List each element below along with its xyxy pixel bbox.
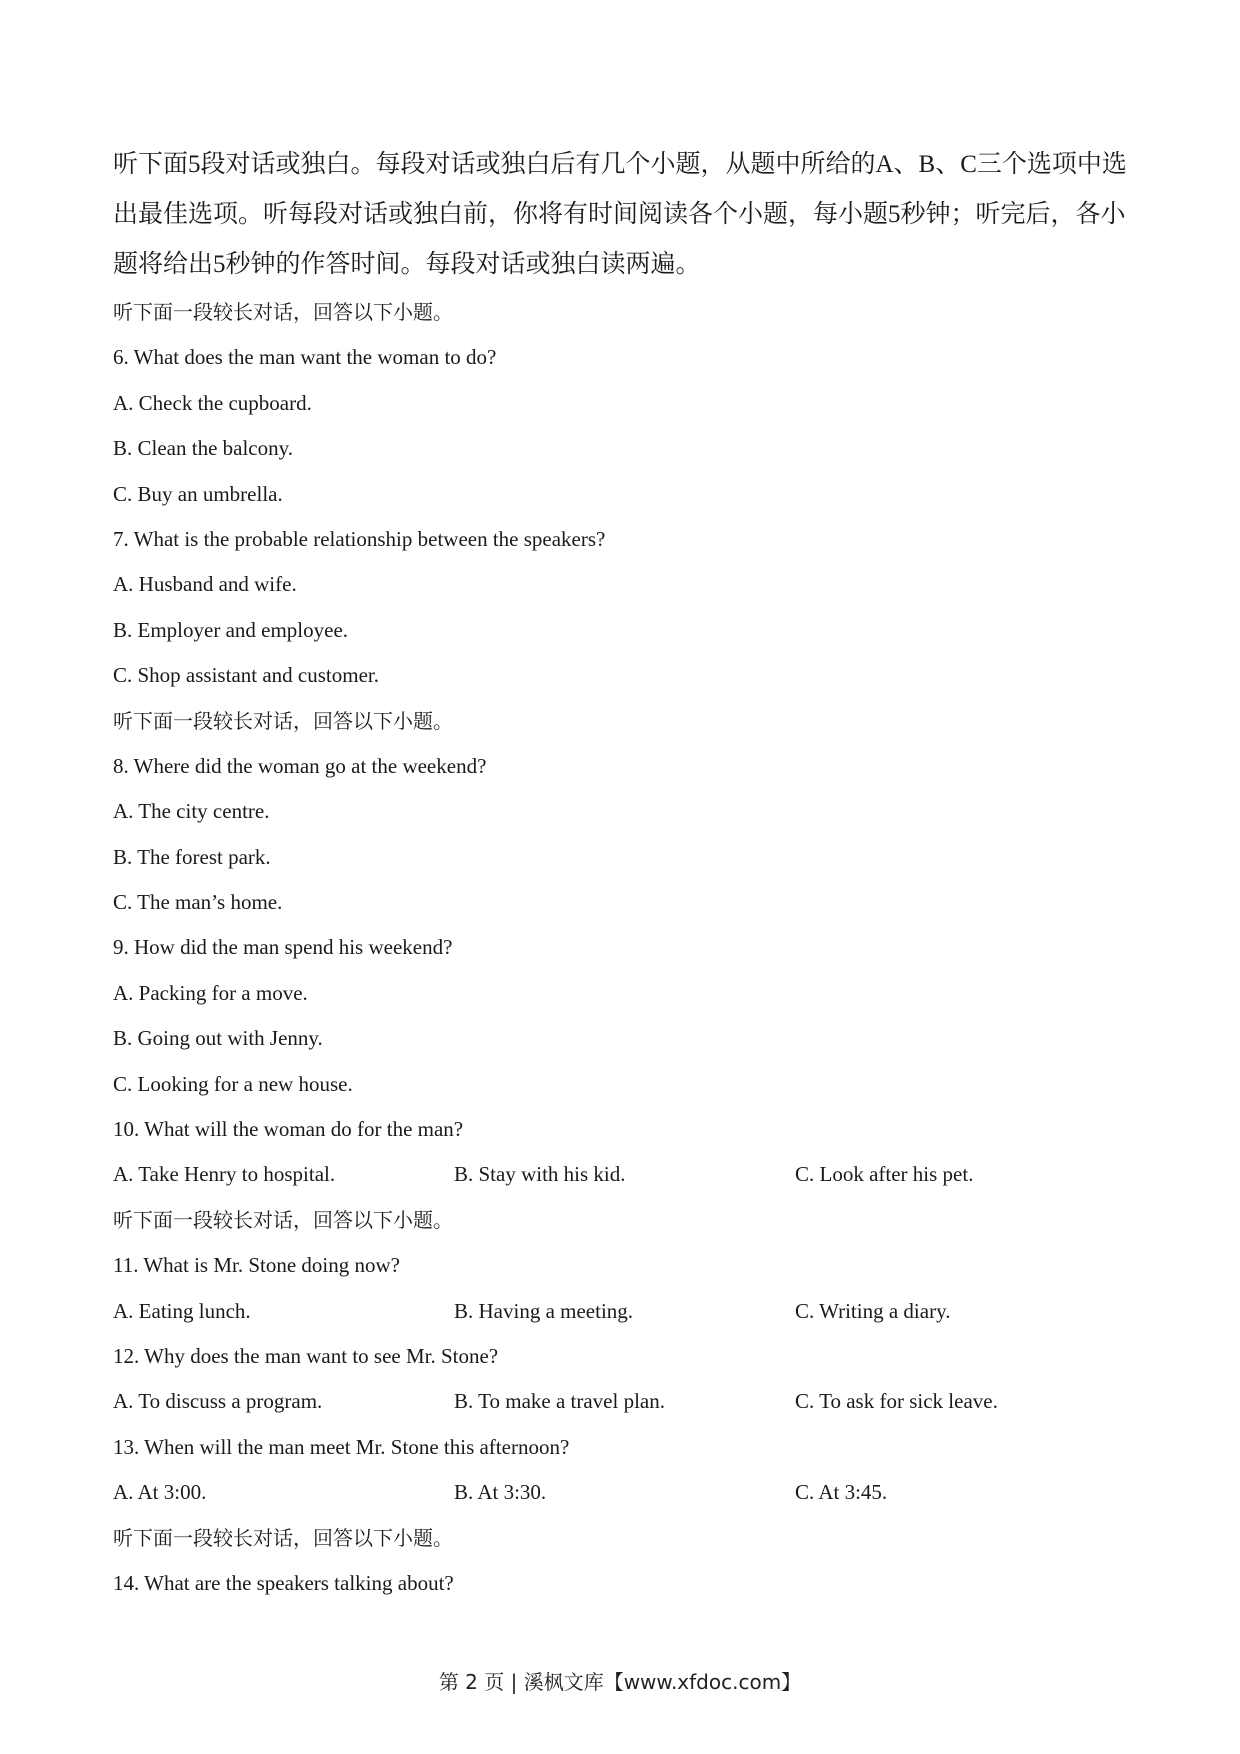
option: B. Having a meeting. — [454, 1298, 634, 1323]
option-row — [113, 1470, 1127, 1515]
option: A. The city centre. — [113, 799, 270, 824]
option: B. The forest park. — [113, 844, 271, 869]
option: B. Stay with his kid. — [454, 1162, 626, 1187]
dialogue-instruction: 听下面一段较长对话，回答以下小题。 — [113, 1207, 453, 1232]
dialogue-instruction: 听下面一段较长对话，回答以下小题。 — [113, 300, 453, 324]
question: 6. What does the man want the woman to do? — [113, 345, 497, 370]
option: B. To make a travel plan. — [454, 1389, 665, 1414]
option: A. At 3:00. — [113, 1480, 207, 1505]
option: A. Husband and wife. — [113, 572, 297, 597]
option: C. Writing a diary. — [795, 1298, 951, 1323]
option: C. To ask for sick leave. — [795, 1389, 998, 1414]
option-row — [113, 1289, 1127, 1334]
option: A. Check the cupboard. — [113, 390, 312, 415]
option: C. At 3:45. — [795, 1480, 888, 1505]
option: B. Going out with Jenny. — [113, 1026, 323, 1051]
option: C. Shop assistant and customer. — [113, 663, 379, 688]
section-instructions: 听下面5段对话或独白。每段对话或独白后有几个小题，从题中所给的A、B、C三个选项中选出最佳选项。听每段对话或独白前，你将有时间阅读各个小题，每小题5秒钟；听完后，各小题将给出5秒钟的作答时间。每段对话或独白读两遍。 — [113, 151, 1127, 278]
question: 11. What is Mr. Stone doing now? — [113, 1253, 400, 1278]
option: C. The man’s home. — [113, 890, 283, 915]
question-list — [113, 290, 1127, 1606]
option-row — [113, 1152, 1127, 1197]
question: 12. Why does the man want to see Mr. Stone? — [113, 1343, 499, 1368]
option: C. Looking for a new house. — [113, 1071, 353, 1096]
question: 8. Where did the woman go at the weekend? — [113, 753, 487, 778]
page-footer: 第 2 页 | 溪枫文库【www.xfdoc.com】 — [438, 1670, 802, 1694]
question: 14. What are the speakers talking about? — [113, 1570, 454, 1595]
option: B. Clean the balcony. — [113, 436, 294, 461]
option: B. At 3:30. — [454, 1480, 547, 1505]
question: 7. What is the probable relationship between the speakers? — [113, 526, 606, 551]
question: 10. What will the woman do for the man? — [113, 1117, 464, 1142]
question: 13. When will the man meet Mr. Stone this afternoon? — [113, 1434, 570, 1459]
document-page — [113, 140, 1127, 1606]
option: C. Buy an umbrella. — [113, 481, 283, 506]
option: A. Packing for a move. — [113, 980, 308, 1005]
option: B. Employer and employee. — [113, 617, 349, 642]
question: 9. How did the man spend his weekend? — [113, 935, 453, 960]
option: A. To discuss a program. — [113, 1389, 323, 1414]
option: A. Take Henry to hospital. — [113, 1162, 336, 1187]
option: A. Eating lunch. — [113, 1298, 251, 1323]
option: C. Look after his pet. — [795, 1162, 974, 1187]
dialogue-instruction: 听下面一段较长对话，回答以下小题。 — [113, 708, 453, 733]
dialogue-instruction: 听下面一段较长对话，回答以下小题。 — [113, 1525, 453, 1550]
option-row — [113, 1379, 1127, 1424]
